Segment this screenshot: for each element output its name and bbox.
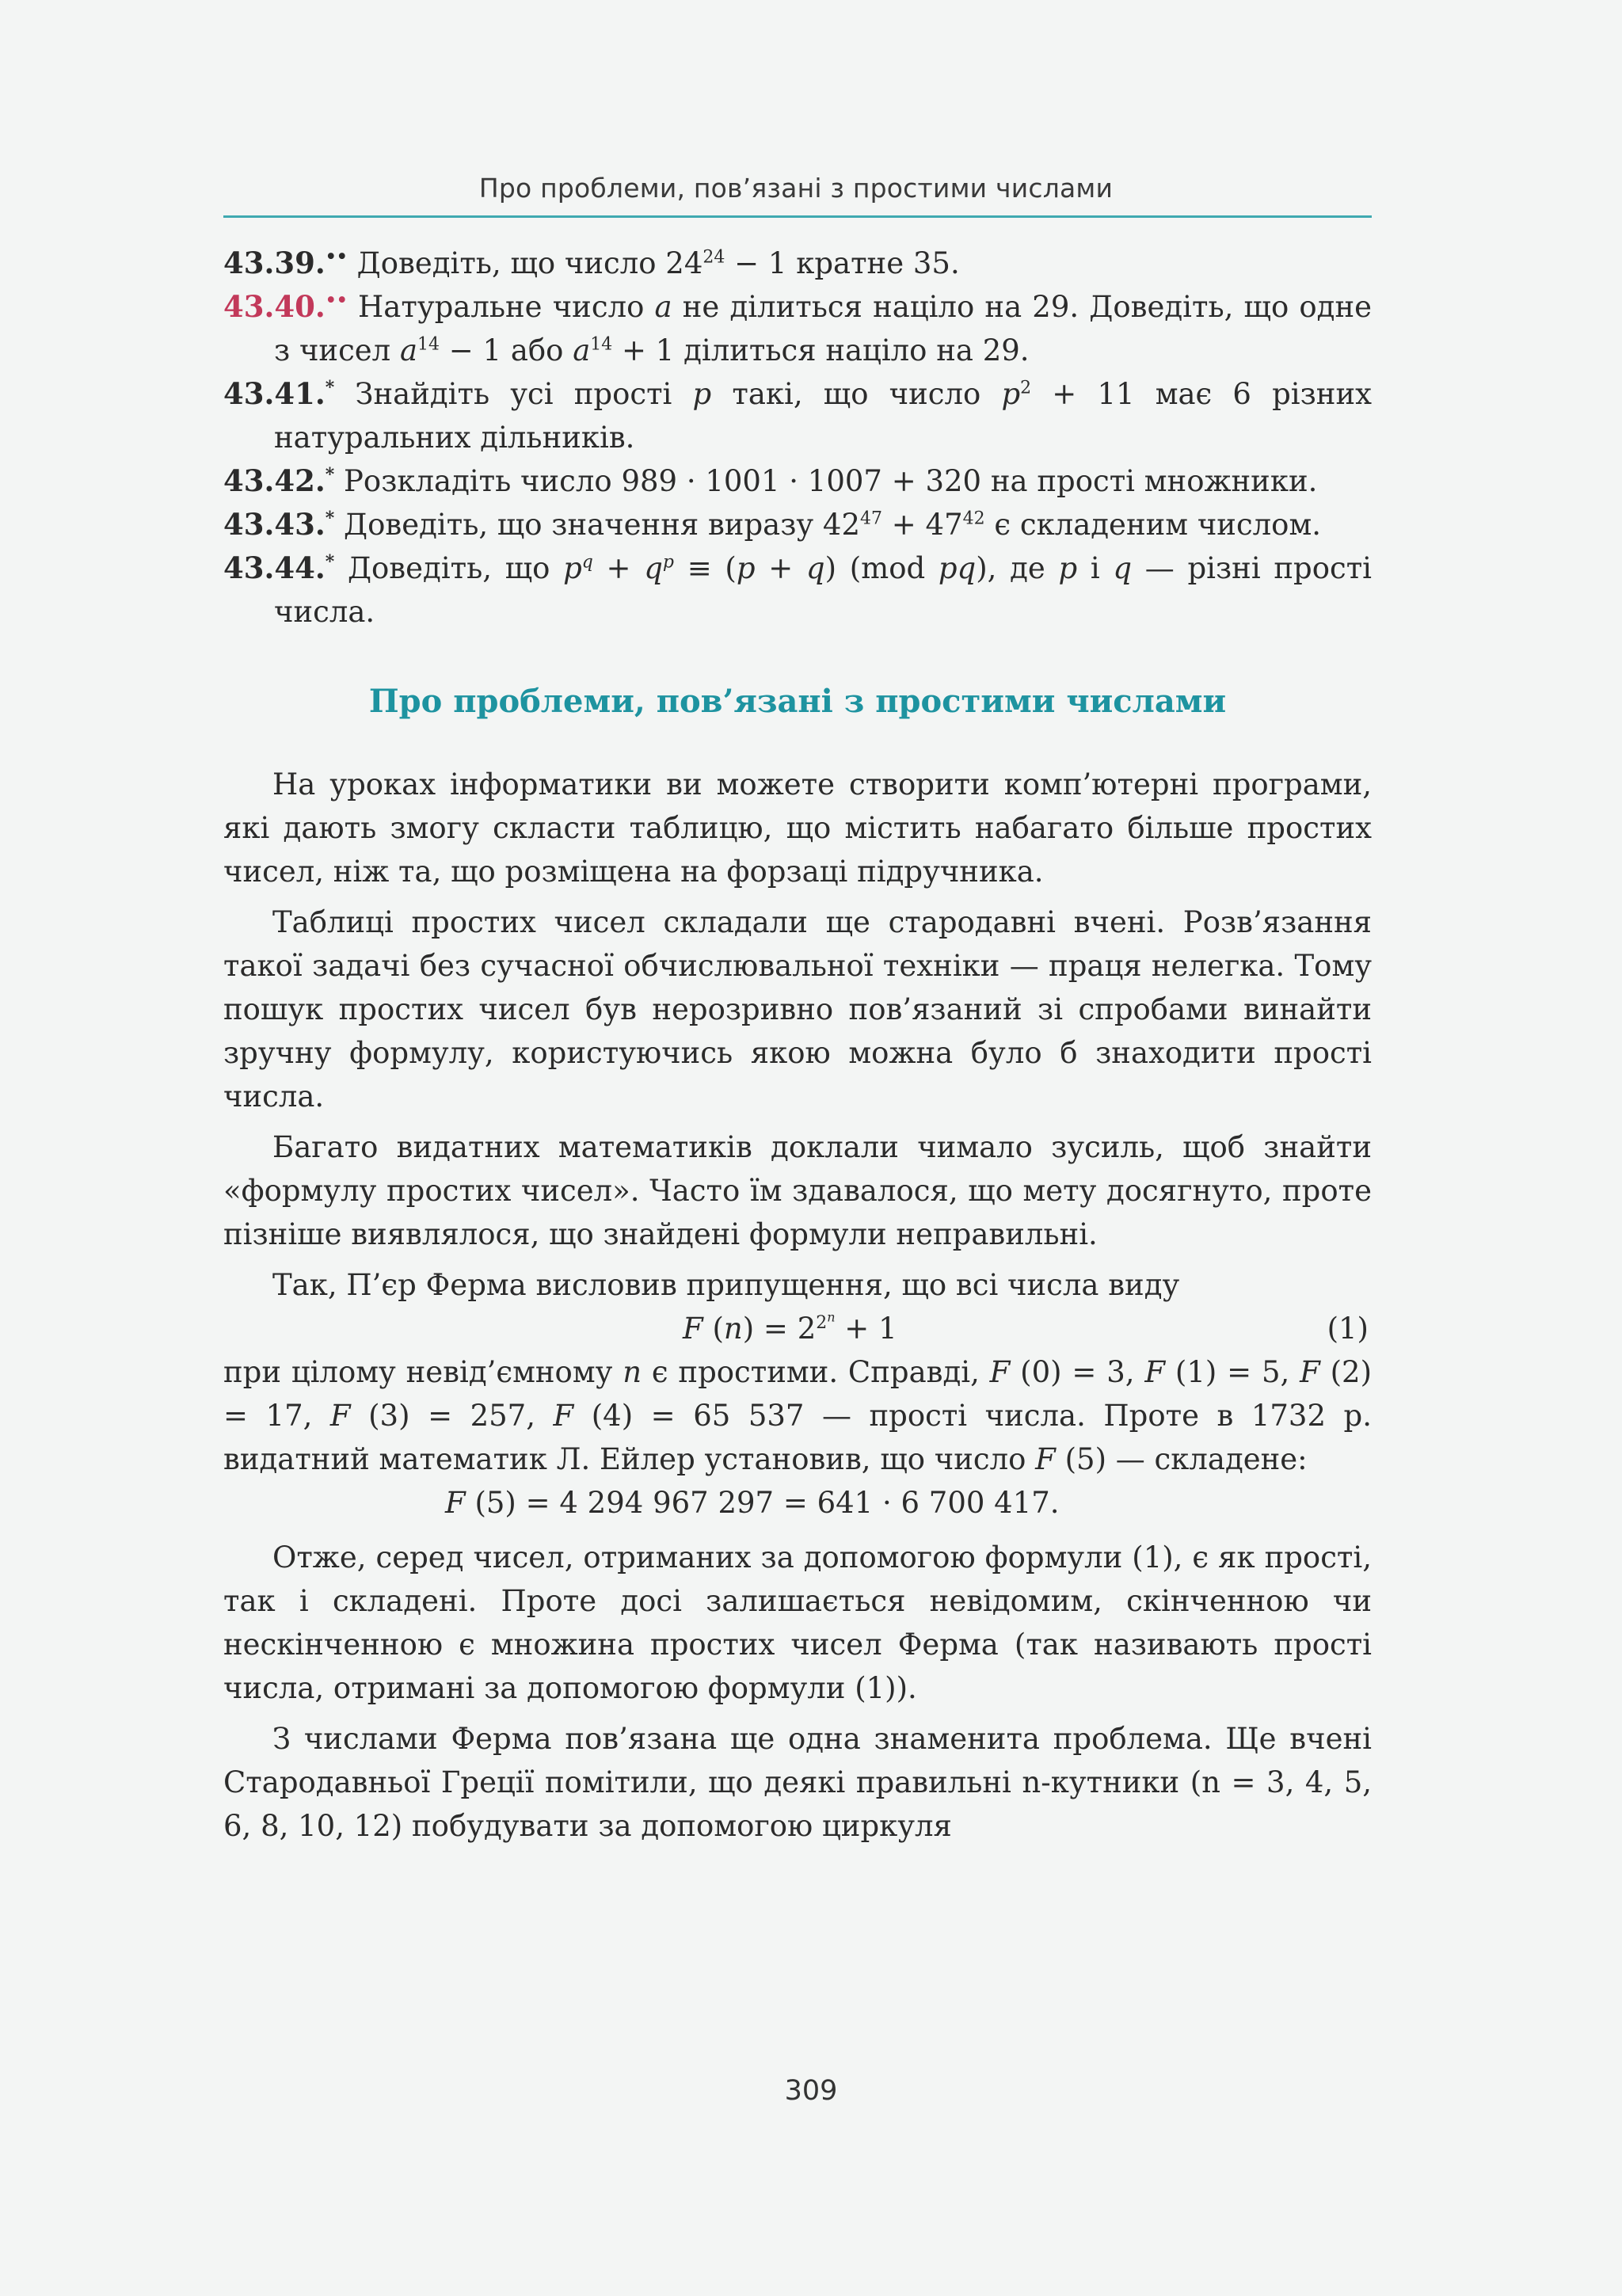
- paragraph: На уроках інформатики ви можете створити комп’ютерні програми, які дають змогу скласти таблицю, що містить набагато більше простих чисел, ніж та, що розміщена на форзаці підручника.: [223, 767, 1372, 889]
- exercise-number: 43.40.••: [223, 289, 348, 324]
- page-content: [223, 242, 1372, 1855]
- exercise-number: 43.44.*: [223, 550, 335, 585]
- exercise-43-41: 43.41.* Знайдіть усі прості p такі, що число $p^2 + 11$ має 6 різних натуральних дільників.: [223, 376, 1372, 455]
- formula-number: (1): [1327, 1312, 1369, 1346]
- exercise-43-39: 43.39.•• Доведіть, що число $24^{24} - 1$ кратне 35.: [223, 246, 960, 280]
- exercise-43-42: 43.42.* Розкладіть число 989 · 1001 · 1007 + 320 на прості множники.: [223, 463, 1318, 498]
- exercise-43-43: 43.43.* Доведіть, що значення виразу $42^{47} + 47^{42}$ є складеним числом.: [223, 507, 1321, 542]
- formula-expression: F (5) = 4 294 967 297 = 641 · 6 700 417.: [445, 1486, 1060, 1520]
- paragraph: при цілому невід’ємному n є простими. Справді, F (0) = 3, F (1) = 5, F (2) = 17, F (3) = 257, F (4) = 65 537 — прості числа. Проте в 1732 р. видатний математик Л. Ейлер установив, що число F (5) — складене:: [223, 1355, 1373, 1476]
- exercise-number: 43.42.*: [223, 463, 335, 498]
- paragraph: Багато видатних математиків доклали чимало зусиль, щоб знайти «формулу простих чисел». Часто їм здавалося, що мету досягнуто, проте пізніше виявлялося, що знайдені формули неправильні.: [223, 1130, 1372, 1251]
- exercise-number: 43.41.*: [223, 376, 335, 411]
- formula-fermat: [223, 1307, 1372, 1350]
- paragraph: З числами Ферма пов’язана ще одна знаменита проблема. Ще вчені Стародавньої Греції помітили, що деякі правильні n-кутники (n = 3, 4, 5, 6, 8, 10, 12) побудувати за допомогою циркуля: [223, 1722, 1372, 1843]
- running-head: Про проблеми, пов’язані з простими числами: [478, 173, 1114, 204]
- formula-f5: [223, 1481, 1372, 1525]
- page-number: 309: [784, 2075, 838, 2107]
- paragraph: Таблиці простих чисел складали ще стародавні вчені. Розв’язання такої задачі без сучасної обчислювальної техніки — праця нелегка. Тому пошук простих чисел був нерозривно пов’язаний зі спробами винайти зручну формулу, користуючись якою можна було б знаходити прості числа.: [223, 905, 1372, 1114]
- exercise-43-44: 43.44.* Доведіть, що $p^q + q^p \equiv (p + q)$ (mod pq), де p і q — різні прості числа.: [223, 550, 1372, 629]
- formula-expression: F $(n) = 2^{2^n} + 1$: [683, 1309, 897, 1346]
- paragraph: Так, П’єр Ферма висловив припущення, що всі числа виду: [272, 1268, 1180, 1302]
- exercise-number: 43.43.*: [223, 507, 335, 542]
- section-title: Про проблеми, пов’язані з простими числами: [368, 683, 1227, 720]
- exercise-number: 43.39.••: [223, 246, 348, 280]
- paragraph: Отже, серед чисел, отриманих за допомогою формули (1), є як прості, так і складені. Проте досі залишається невідомим, скінченною чи нескінченною є множина простих чисел Ферма (так називають прості числа, отримані за допомогою формули (1)).: [223, 1540, 1372, 1705]
- exercise-43-40: 43.40.•• Натуральне число a не ділиться націло на 29. Доведіть, що одне з чисел $a^{14} - 1$ або $a^{14} + 1$ ділиться націло на 29.: [223, 289, 1372, 367]
- header-rule: [223, 215, 1372, 218]
